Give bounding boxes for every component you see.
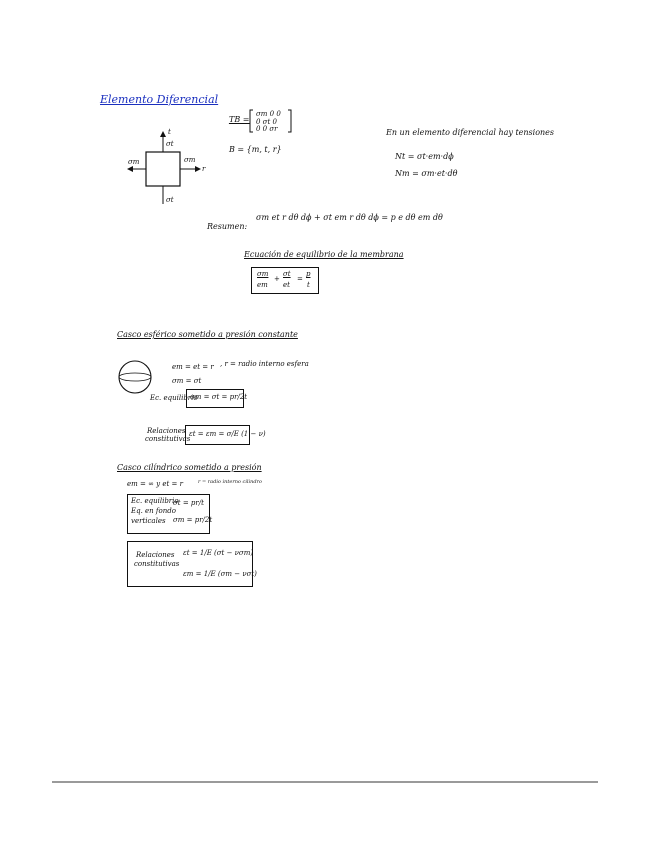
cilindrico-eq2: σm = pr/2t xyxy=(173,516,213,524)
equilibrio-box xyxy=(251,267,319,294)
diagram-bottom-force: σt xyxy=(166,196,174,204)
esferico-line2: σm = σt xyxy=(172,377,202,385)
esferico-line1: em = et = r xyxy=(172,363,214,371)
eq-rhs-num: p xyxy=(306,270,311,278)
tensor-lhs: T̲B = xyxy=(229,115,250,124)
page-bottom-rule xyxy=(52,781,598,783)
cilindrico-const-label-2: constitutivas xyxy=(134,560,180,568)
resumen-label: Resumen: xyxy=(207,222,248,231)
eq-frac1-den: em xyxy=(257,281,268,289)
cilindrico-const2: εm = 1/E (σm − νσt) xyxy=(183,570,257,578)
esferico-line1b: , r = radio interno esfera xyxy=(220,360,309,368)
esferico-const-label-2: constitutivas xyxy=(145,435,191,443)
diagram-right-force: σm xyxy=(184,156,196,164)
esferico-title: Casco esférico sometido a presión constante xyxy=(117,330,298,339)
sphere-equator xyxy=(119,373,151,381)
eq-frac2-num: σt xyxy=(283,270,291,278)
eq-frac1-num: σm xyxy=(257,270,269,278)
esferico-const: εt = εm = σ/E (1 − ν) xyxy=(189,430,266,438)
esferico-eq-box xyxy=(186,389,248,408)
cilindrico-const-box xyxy=(127,541,257,587)
tensor-bracket-left xyxy=(250,110,253,132)
eq-rhs-den: t xyxy=(307,281,310,289)
sphere-shape xyxy=(119,361,151,393)
diagram-top-label: t xyxy=(168,128,171,136)
section-title: Elemento Diferencial xyxy=(100,93,219,106)
cilindrico-eq-label-3: verticales xyxy=(131,517,166,525)
cilindrico-eq1: σt = pr/t xyxy=(173,499,204,507)
element-square xyxy=(146,152,180,186)
force-nt: Nt = σt·em·dϕ xyxy=(395,152,454,161)
cilindrico-eq-label-2: Eq. en fondo xyxy=(131,507,176,515)
cilindrico-line1: em = ∞ y et = r xyxy=(127,480,183,488)
cilindrico-title: Casco cilíndrico sometido a presión xyxy=(117,463,262,472)
diagram-left-label: σm xyxy=(128,158,140,166)
tensor-base: B = {m, t, r} xyxy=(229,145,282,154)
cilindrico-eq-label-1: Ec. equilibrio xyxy=(131,497,179,505)
esferico-const-box xyxy=(185,425,266,445)
forces-intro: En un elemento diferencial hay tensiones xyxy=(386,128,555,137)
esferico-const-label-1: Relaciones xyxy=(147,427,186,435)
tensor-row-2: 0 σt 0 xyxy=(256,118,277,126)
cilindrico-const1: εt = 1/E (σt − νσm) xyxy=(183,549,254,557)
esferico-eq-label: Ec. equilibrio xyxy=(150,394,198,402)
force-nm: Nm = σm·et·dθ xyxy=(395,169,458,178)
diagram-top-force: σt xyxy=(166,140,174,148)
eq-frac2-den: et xyxy=(283,281,290,289)
tensor-row-1: σm 0 0 xyxy=(256,110,281,118)
equilibrio-title: Ecuación de equilibrio de la membrana xyxy=(244,250,404,259)
esferico-eq: σm = σt = pr/2t xyxy=(190,393,248,401)
cilindrico-const-label-1: Relaciones xyxy=(136,551,175,559)
cilindrico-line1b: r = radio interno cilindro xyxy=(198,479,262,485)
tensor-row-3: 0 0 σr xyxy=(256,125,278,133)
eq-plus: + xyxy=(274,275,280,283)
resumen-equation: σm et r dθ dϕ + σt em r dθ dϕ = p e dθ em dθ xyxy=(256,213,443,222)
cilindrico-eq-box xyxy=(127,494,213,534)
tensor-bracket-right xyxy=(288,110,291,132)
eq-equals: = xyxy=(297,275,303,283)
diagram-right-label: r xyxy=(202,165,206,173)
